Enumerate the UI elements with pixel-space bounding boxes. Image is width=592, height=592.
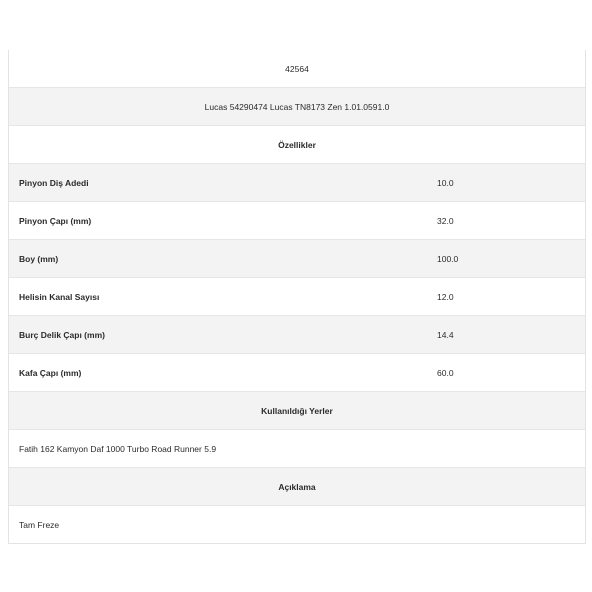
spec-value: 100.0: [437, 253, 459, 264]
specs-heading-row: [9, 126, 585, 164]
spec-label: Kafa Çapı (mm): [19, 367, 82, 378]
description-heading: Açıklama: [278, 481, 316, 492]
spec-value: 60.0: [437, 367, 454, 378]
usage-text: Fatih 162 Kamyon Daf 1000 Turbo Road Runner 5.9: [19, 443, 217, 454]
spec-value: 12.0: [437, 291, 454, 302]
product-details-table: [8, 50, 586, 544]
description-text: Tam Freze: [19, 519, 60, 530]
oem-references-row: [9, 88, 585, 126]
spec-label: Helisin Kanal Sayısı: [19, 291, 100, 302]
spec-row: [9, 164, 585, 202]
description-text-row: [9, 506, 585, 543]
description-heading-row: [9, 468, 585, 506]
usage-heading: Kullanıldığı Yerler: [261, 405, 333, 416]
spec-label: Pinyon Çapı (mm): [19, 215, 92, 226]
usage-text-row: [9, 430, 585, 468]
spec-row: [9, 316, 585, 354]
spec-row: [9, 354, 585, 392]
spec-value: 10.0: [437, 177, 454, 188]
spec-value: 14.4: [437, 329, 454, 340]
spec-value: 32.0: [437, 215, 454, 226]
product-code-row: [9, 50, 585, 88]
specs-heading: Özellikler: [278, 139, 316, 150]
spec-row: [9, 202, 585, 240]
spec-label: Burç Delik Çapı (mm): [19, 329, 105, 340]
spec-row: [9, 278, 585, 316]
oem-references: Lucas 54290474 Lucas TN8173 Zen 1.01.0591.0: [204, 101, 390, 112]
spec-label: Boy (mm): [19, 253, 59, 264]
spec-label: Pinyon Diş Adedi: [19, 177, 89, 188]
spec-row: [9, 240, 585, 278]
usage-heading-row: [9, 392, 585, 430]
product-code: 42564: [285, 63, 309, 74]
